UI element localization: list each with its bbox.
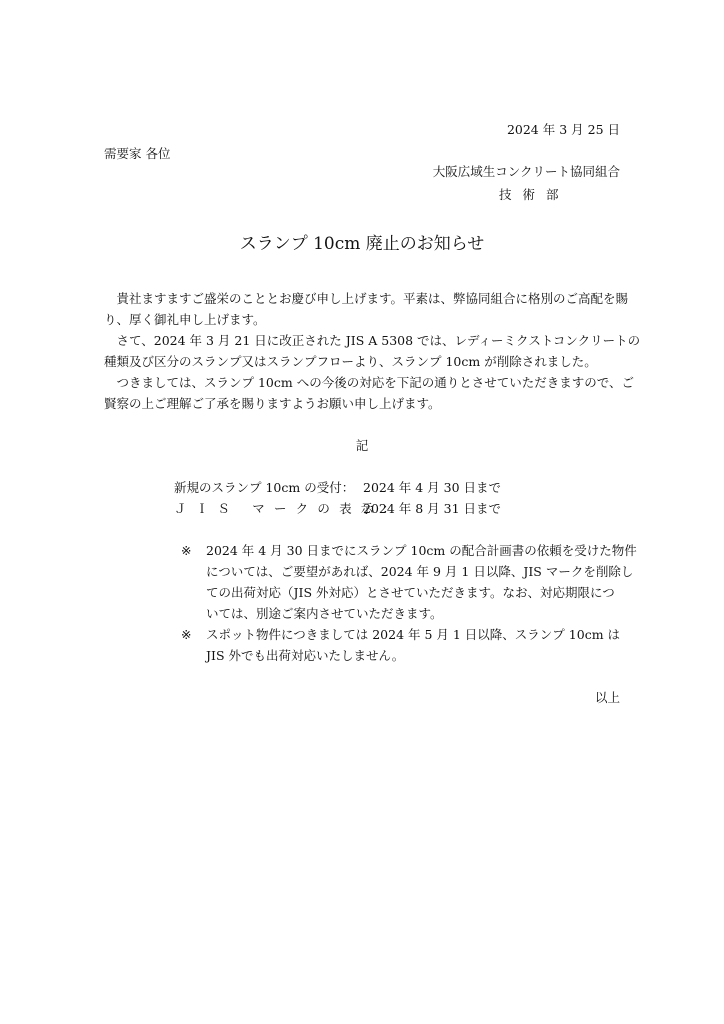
closing-ijo: 以上: [594, 690, 620, 705]
body-line: さて、2024 年 3 月 21 日に改正された JIS A 5308 では、レディーミクストコンクリートの: [104, 333, 641, 348]
body-line: り、厚く御礼申し上げます。: [104, 312, 266, 327]
body-line: つきましては、スランプ 10cm への今後の対応を下記の通りとさせていただきますので、ご: [104, 375, 634, 390]
sender-organization: 大阪広域生コンクリート協同組合: [432, 164, 620, 179]
note-line: いては、別途ご案内させていただきます。: [206, 606, 443, 621]
note-line: ての出荷対応（JIS 外対応）とさせていただきます。なお、対応期限につ: [206, 585, 615, 600]
schedule-label: ＪＩＳ マークの表示：: [174, 501, 405, 516]
body-line: 貴社ますますご盛栄のこととお慶び申し上げます。平素は、弊協同組合に格別のご高配を賜: [104, 291, 629, 306]
note-line: JIS 外でも出荷対応いたしません。: [206, 648, 405, 663]
schedule-value: 2024 年 8 月 31 日まで: [363, 501, 502, 516]
sender-department: 技術部: [499, 187, 570, 202]
schedule-value: 2024 年 4 月 30 日まで: [363, 480, 502, 495]
document-date: 2024 年 3 月 25 日: [506, 122, 620, 137]
note-mark: ※: [181, 543, 192, 558]
note-mark: ※: [181, 627, 192, 642]
body-line: 種類及び区分のスランプ又はスランプフローより、スランプ 10cm が削除されました。: [104, 354, 597, 369]
note-line: スポット物件につきましては 2024 年 5 月 1 日以降、スランプ 10cm は: [206, 627, 621, 642]
document-title: スランプ 10cm 廃止のお知らせ: [239, 234, 485, 254]
ki-heading: 記: [355, 438, 369, 453]
note-line: 2024 年 4 月 30 日までにスランプ 10cm の配合計画書の依頼を受けた物件: [206, 543, 637, 558]
note-line: については、ご要望があれば、2024 年 9 月 1 日以降、JIS マークを削除し: [206, 564, 634, 579]
schedule-label: 新規のスランプ 10cm の受付：: [174, 480, 355, 495]
recipient: 需要家 各位: [104, 146, 171, 161]
body-line: 賢察の上ご理解ご了承を賜りますようお願い申し上げます。: [104, 396, 441, 411]
